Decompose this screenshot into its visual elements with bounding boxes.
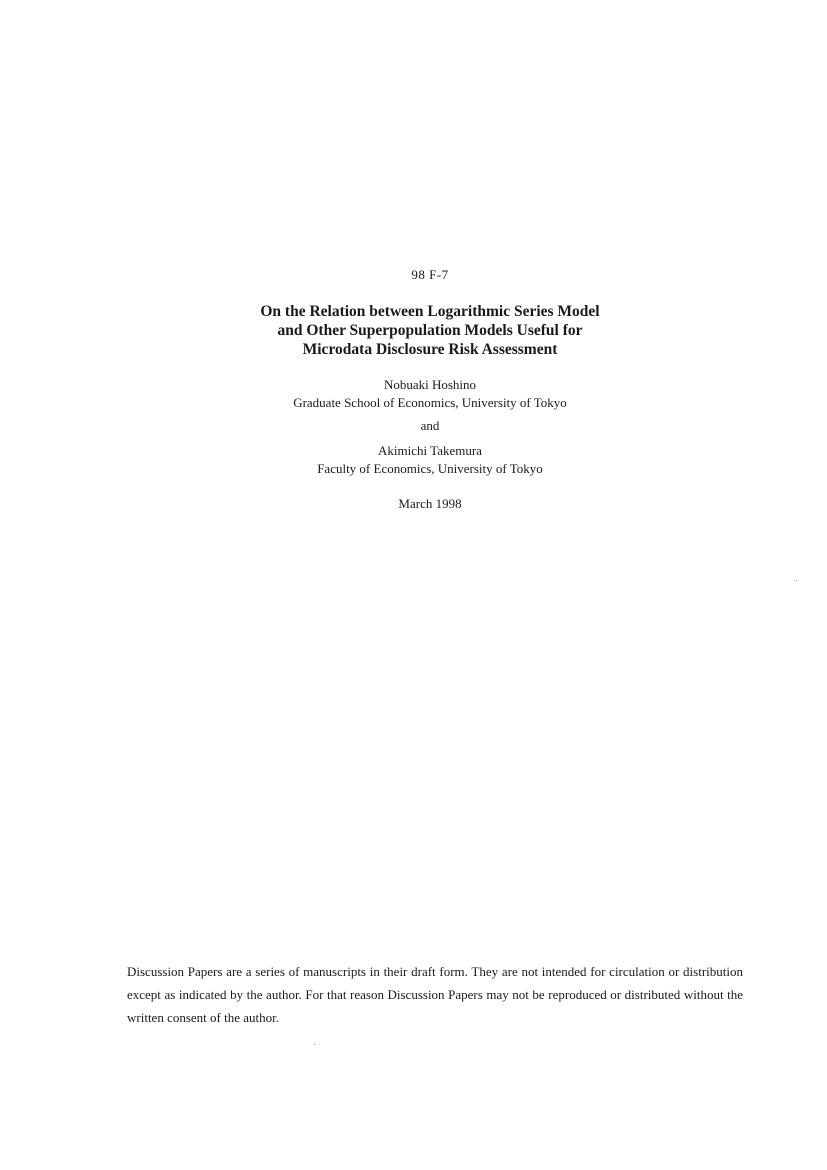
- title-line-1: On the Relation between Logarithmic Series Model: [260, 303, 600, 320]
- author-2-name: Akimichi Takemura: [378, 443, 482, 458]
- author-conjunction: and: [420, 418, 440, 433]
- paper-title: [0, 302, 827, 359]
- author-1-affiliation: Graduate School of Economics, University of Tokyo: [293, 395, 567, 410]
- title-line-3: Microdata Disclosure Risk Assessment: [302, 341, 558, 358]
- publication-date: March 1998: [398, 496, 462, 511]
- author-1-name: Nobuaki Hoshino: [383, 377, 477, 392]
- paper-number: 98 F-7: [411, 267, 449, 282]
- scan-speck: [314, 1044, 315, 1045]
- scan-speck: [796, 580, 797, 581]
- author-2-affiliation: Faculty of Economics, University of Tokyo: [317, 461, 543, 476]
- discussion-paper-notice: Discussion Papers are a series of manuscripts in their draft form. They are not intended for circulation or distribution except as indicated by the author. For that reason Discussion Papers may not be reproduced or distributed without the written consent of the author.: [127, 964, 743, 1025]
- title-line-2: and Other Superpopulation Models Useful for: [277, 322, 583, 339]
